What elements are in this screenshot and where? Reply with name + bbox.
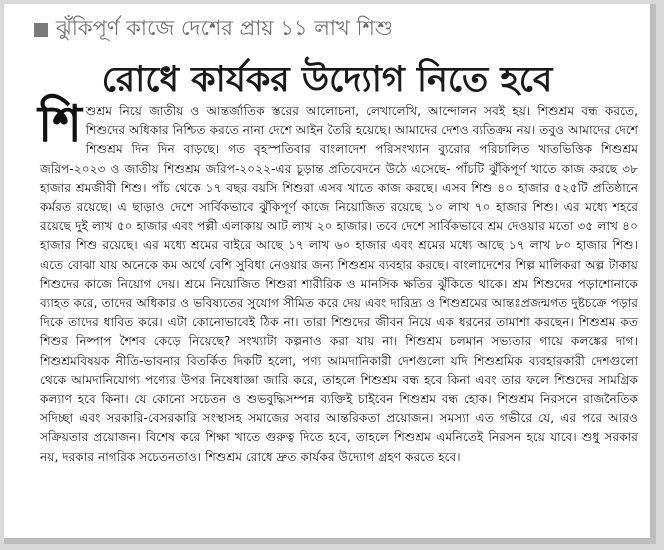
kicker-text: ঝুঁকিপূর্ণ কাজে দেশের প্রায় ১১ লাখ শিশু	[56, 16, 394, 40]
article-text: শুশ্রম নিয়ে জাতীয় ও আন্তর্জাতিক স্তরের আলোচনা, লেখালেখি, আন্দোলন সবই হয়। শিশুশ্রম বন্ধ করতে, শিশুদের অধিকার নিশ্চিত করতে নানা দেশে আইন তৈরি হয়েছে। আমাদের দেশও ব্যতিক্রম নয়। তবুও আমাদের দেশে শিশুশ্রম দিন দিন বাড়ছে। গত বৃহস্পতিবার বাংলাদেশ পরিসংখ্যান ব্যুরোর পরিচালিত খাতভিত্তিক শিশুশ্রম জরিপ-২০২৩ ও জাতীয় শিশুশ্রম জরিপ-২০২২-এর চূড়ান্ত প্রতিবেদনে উঠে এসেছে- পাঁচটি ঝুঁকিপূর্ণ খাতে কাজ করছে ৩৮ হাজার শ্রমজীবী শিশু। পাঁচ থেকে ১৭ বছর বয়সি শিশুরা এসব খাতে কাজ করছে। এসব শিশু ৪০ হাজার ৫২৫টি প্রতিষ্ঠানে কর্মরত রয়েছে। এ ছাড়াও দেশে সার্বিকভাবে ঝুঁকিপূর্ণ কাজে নিয়োজিত রয়েছে ১০ লাখ ৭০ হাজার শিশু। এর মধ্যে শহরে রয়েছে দুই লাখ ৫০ হাজার এবং পল্লী এলাকায় আট লাখ ২০ হাজার। তবে দেশে সার্বিকভাবে শ্রম দেওয়ার মতো ৩৫ লাখ ৪০ হাজার শিশু রয়েছে। এর মধ্যে শ্রমের বাইরে আছে ১৭ লাখ ৬০ হাজার এবং শ্রমের মধ্যে আছে ১৭ লাখ ৮০ হাজার শিশু। এতে বোঝা যায় অনেকে কম অর্থে বেশি সুবিধা নেওয়ার জন্য শিশুশ্রম ব্যবহার করছে। বাংলাদেশের শিল্প মালিকরা অল্প টাকায় শিশুদের কাজে নিয়োগ দেয়। শ্রমে নিয়োজিত শিশুরা শারীরিক ও মানসিক ক্ষতির ঝুঁকিতে থাকে। শ্রম শিশুদের পড়াশোনাকে ব্যাহত করে, তাদের অধিকার ও ভবিষ্যতের সুযোগ সীমিত করে দেয় এবং দারিদ্র্য ও শিশুশ্রমের আন্তঃপ্রজন্মগত দুষ্টচক্রে পড়ার দিকে তাদের ধাবিত করে। এটা কোনোভাবেই ঠিক না। তারা শিশুদের জীবন নিয়ে এক ধরনের তামাশা করছেন। শিশুশ্রম কত শিশুর নিষ্পাপ শৈশব কেড়ে নিয়েছে? সংখ্যাটা কল্পনাও করা যায় না। শিশুশ্রম চলমান সভ্যতার গায়ে কলঙ্কের দাগ। শিশুশ্রমবিষয়ক নীতি-ভাবনার বিতর্কিত দিকটি হলো, পণ্য আমদানিকারী দেশগুলো যদি শিশুশ্রমিক ব্যবহারকারী দেশগুলো থেকে আমদানিযোগ্য পণ্যের উপর নিষেধাজ্ঞা জারি করে, তাহলে শিশুশ্রম বন্ধ হবে কিনা এবং তার ফলে শিশুদের সামগ্রিক কল্যাণ হবে কিনা। যে কোনো সচেতন ও শুভবুদ্ধিসম্পন্ন ব্যক্তিই চাইবেন শিশুশ্রম বন্ধ হোক। শিশুশ্রম নিরসনে রাজনৈতিক সদিচ্ছা এবং সরকারি-বেসরকারি সংস্থাসহ সমাজের সবার আন্তরিকতা প্রয়োজন। সমস্যা এত গভীরে যে, এর পরে আরও সক্রিয়তার প্রয়োজন। বিশেষ করে শিক্ষা খাতে গুরুত্ব দিতে হবে, তাহলে শিশুশ্রম এমনিতেই নিরসন হয়ে যাবে। শুধু সরকার নয়, দরকার নাগরিক সচেতনতাও। শিশুশ্রম রোধে দ্রুত কার্যকর উদ্যোগ গ্রহণ করতে হবে।	[40, 104, 638, 464]
kicker	[34, 12, 393, 47]
square-bullet-icon	[34, 23, 48, 37]
article-body	[38, 95, 638, 532]
drop-cap: শি	[38, 95, 82, 153]
headline: রোধে কার্যকর উদ্যোগ নিতে হবে	[101, 60, 553, 100]
article-card	[4, 4, 656, 544]
